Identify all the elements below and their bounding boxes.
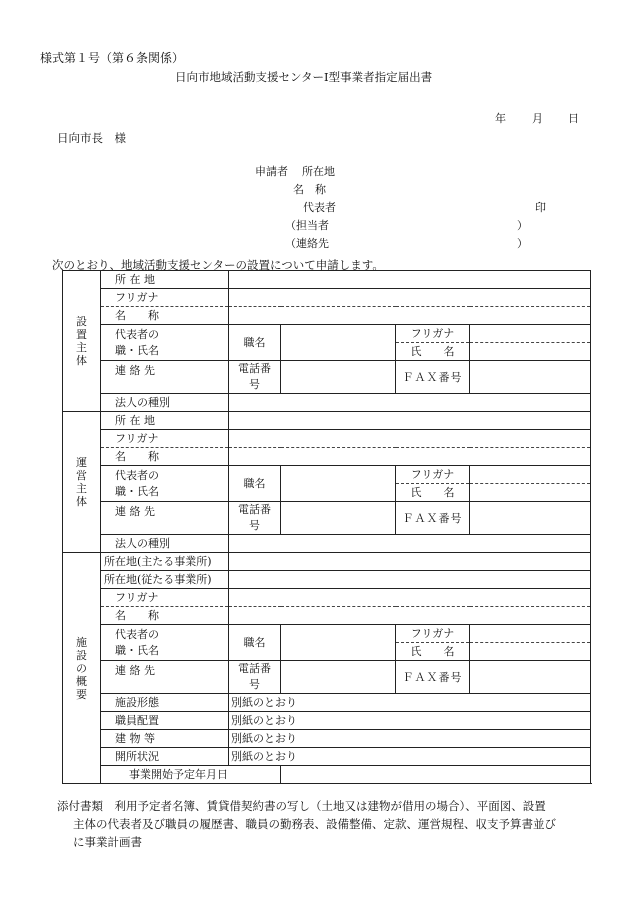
- applicant-label: 申請者: [255, 165, 288, 178]
- operator-rep-furigana-field[interactable]: [470, 466, 591, 484]
- contact-info-close: ）: [517, 237, 528, 250]
- facility-main-address-label: 所在地(主たる事業所): [101, 553, 229, 571]
- operator-address-label: 所 在 地: [101, 412, 229, 430]
- attachment-line-1: 利用予定者名簿、賃貸借契約書の写し（土地又は建物が借用の場合）、平面図、設置: [114, 799, 546, 813]
- document-title: 日向市地域活動支援センターⅠ型事業者指定届出書: [175, 70, 433, 84]
- facility-fax-field[interactable]: [470, 661, 591, 694]
- facility-building-label: 建 物 等: [101, 730, 229, 748]
- establisher-address-label: 所 在 地: [101, 271, 229, 289]
- start-date-label: 事業開始予定年月日: [101, 766, 281, 784]
- facility-position-label: 職名: [229, 625, 281, 661]
- section-operator: 運営主体: [63, 412, 101, 553]
- establisher-fax-field[interactable]: [470, 361, 591, 394]
- operator-phone-label: 電話番 号: [229, 502, 281, 535]
- intro-text: 次のとおり、地域活動支援センターの設置について申請します。: [52, 258, 384, 272]
- facility-rep-name-label: 氏 名: [396, 643, 470, 661]
- date-month-label: 月: [532, 112, 543, 125]
- facility-staff-label: 職員配置: [101, 712, 229, 730]
- facility-rep-label: 代表者の 職・氏名: [101, 625, 229, 661]
- facility-building-value[interactable]: 別紙のとおり: [229, 730, 591, 748]
- facility-rep-name-field[interactable]: [470, 643, 591, 661]
- establisher-furigana-field[interactable]: [229, 289, 591, 307]
- facility-furigana-field[interactable]: [229, 589, 591, 607]
- establisher-rep-label: 代表者の 職・氏名: [101, 325, 229, 361]
- establisher-contact-label: 連 絡 先: [101, 361, 229, 394]
- establisher-phone-label: 電話番 号: [229, 361, 281, 394]
- facility-rep-furigana-label: フリガナ: [396, 625, 470, 643]
- operator-fax-field[interactable]: [470, 502, 591, 535]
- establisher-name-label: 名 称: [101, 307, 229, 325]
- operator-furigana-label: フリガナ: [101, 430, 229, 448]
- contact-person-close: ）: [517, 219, 528, 232]
- facility-rep-furigana-field[interactable]: [470, 625, 591, 643]
- facility-form-label: 施設形態: [101, 694, 229, 712]
- form-number: 様式第１号（第６条関係）: [40, 51, 185, 65]
- operator-phone-field[interactable]: [281, 502, 396, 535]
- facility-phone-field[interactable]: [281, 661, 396, 694]
- operator-rep-name-label: 氏 名: [396, 484, 470, 502]
- operator-fax-label: ＦＡＸ番号: [396, 502, 470, 535]
- facility-opening-label: 開所状況: [101, 748, 229, 766]
- contact-info-label: （連絡先: [285, 237, 329, 250]
- date-day-label: 日: [568, 112, 579, 125]
- operator-rep-name-field[interactable]: [470, 484, 591, 502]
- operator-furigana-field[interactable]: [229, 430, 591, 448]
- operator-name-field[interactable]: [229, 448, 591, 466]
- facility-furigana-label: フリガナ: [101, 589, 229, 607]
- establisher-fax-label: ＦＡＸ番号: [396, 361, 470, 394]
- facility-name-label: 名 称: [101, 607, 229, 625]
- facility-fax-label: ＦＡＸ番号: [396, 661, 470, 694]
- facility-position-field[interactable]: [281, 625, 396, 661]
- establisher-rep-name-label: 氏 名: [396, 343, 470, 361]
- start-date-field[interactable]: [281, 766, 591, 784]
- applicant-representative-label: 代表者: [303, 201, 336, 214]
- date-year-label: 年: [495, 112, 506, 125]
- operator-name-label: 名 称: [101, 448, 229, 466]
- facility-sub-address-label: 所在地(従たる事業所): [101, 571, 229, 589]
- establisher-rep-name-field[interactable]: [470, 343, 591, 361]
- facility-form-value[interactable]: 別紙のとおり: [229, 694, 591, 712]
- applicant-name-label: 名 称: [293, 183, 326, 196]
- facility-phone-label: 電話番 号: [229, 661, 281, 694]
- facility-sub-address-field[interactable]: [229, 571, 591, 589]
- operator-address-field[interactable]: [229, 412, 591, 430]
- seal-mark: 印: [535, 201, 546, 214]
- establisher-rep-furigana-field[interactable]: [470, 325, 591, 343]
- establisher-position-field[interactable]: [281, 325, 396, 361]
- establisher-address-field[interactable]: [229, 271, 591, 289]
- operator-corp-type-field[interactable]: [229, 535, 591, 553]
- establisher-position-label: 職名: [229, 325, 281, 361]
- attachment-line-3: に事業計画書: [73, 835, 142, 849]
- facility-name-field[interactable]: [229, 607, 591, 625]
- operator-contact-label: 連 絡 先: [101, 502, 229, 535]
- establisher-phone-field[interactable]: [281, 361, 396, 394]
- operator-position-field[interactable]: [281, 466, 396, 502]
- addressee: 日向市長 様: [57, 131, 126, 145]
- applicant-address-label: 所在地: [302, 165, 335, 178]
- operator-corp-type-label: 法人の種別: [101, 535, 229, 553]
- facility-contact-label: 連 絡 先: [101, 661, 229, 694]
- establisher-corp-type-field[interactable]: [229, 394, 591, 412]
- facility-staff-value[interactable]: 別紙のとおり: [229, 712, 591, 730]
- attachment-notes: [57, 797, 577, 851]
- section-establisher: 設置主体: [63, 271, 101, 412]
- contact-person-label: （担当者: [285, 219, 329, 232]
- establisher-corp-type-label: 法人の種別: [101, 394, 229, 412]
- facility-opening-value[interactable]: 別紙のとおり: [229, 748, 591, 766]
- establisher-name-field[interactable]: [229, 307, 591, 325]
- attachment-label: 添付書類: [57, 799, 103, 813]
- establisher-furigana-label: フリガナ: [101, 289, 229, 307]
- facility-main-address-field[interactable]: [229, 553, 591, 571]
- attachment-line-2: 主体の代表者及び職員の履歴書、職員の勤務表、設備整備、定款、運営規程、収支予算書並び: [73, 817, 556, 831]
- operator-rep-label: 代表者の 職・氏名: [101, 466, 229, 502]
- operator-position-label: 職名: [229, 466, 281, 502]
- section-facility: 施設の概要: [63, 553, 101, 784]
- establisher-rep-furigana-label: フリガナ: [396, 325, 470, 343]
- operator-rep-furigana-label: フリガナ: [396, 466, 470, 484]
- application-form-table: [62, 270, 591, 784]
